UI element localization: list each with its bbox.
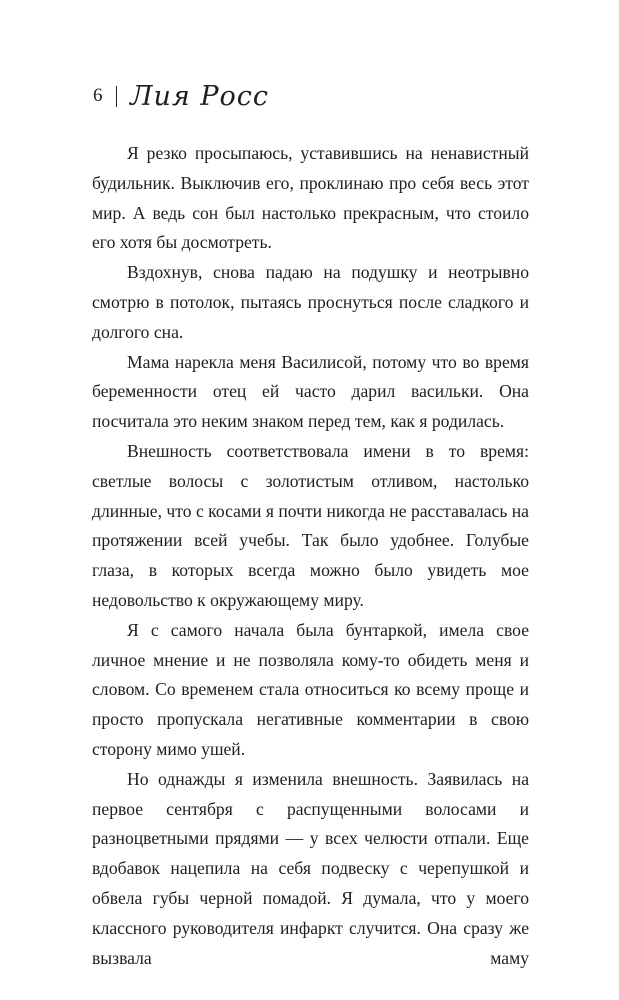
running-head: [93, 76, 269, 116]
running-head-separator: [116, 86, 118, 107]
paragraph: Внешность соответствовала имени в то время: светлые волосы с золотистым отливом, настолько длинные, что с косами я почти никогда не расставалась на протяжении всей учебы. Так было удобнее. Голубые глаза, в которых всегда можно было увидеть мое недовольство к окружающему миру.: [92, 440, 529, 610]
body-text: [92, 139, 529, 973]
paragraph: Вздохнув, снова падаю на подушку и неотрывно смотрю в потолок, пытаясь проснуться после сладкого и долгого сна.: [92, 262, 529, 342]
paragraph: Я резко просыпаюсь, уставившись на ненавистный будильник. Выключив его, проклинаю про себя весь этот мир. А ведь сон был настолько прекрасным, что стоило его хотя бы досмотреть.: [92, 143, 529, 253]
page-number: 6: [93, 85, 103, 106]
paragraph: Но однажды я изменила внешность. Заявилась на первое сентября с распущенными волосами и разноцветными прядями — у всех челюсти отпали. Еще вдобавок нацепила на себя подвеску с черепушкой и обвела губы черной помадой. Я думала, что у моего классного руководителя инфаркт случится. Она сразу же вызвала маму: [92, 768, 529, 968]
paragraph: Я с самого начала была бунтаркой, имела свое личное мнение и не позволяла кому-то обидеть меня и словом. Со временем стала относиться ко всему проще и просто пропускала негативные комментарии в свою сторону мимо ушей.: [92, 619, 529, 759]
paragraph: Мама нарекла меня Василисой, потому что во время беременности отец ей часто дарил васильки. Она посчитала это неким знаком перед тем, как я родилась.: [92, 351, 529, 432]
author-name: Лия Росс: [130, 80, 270, 112]
